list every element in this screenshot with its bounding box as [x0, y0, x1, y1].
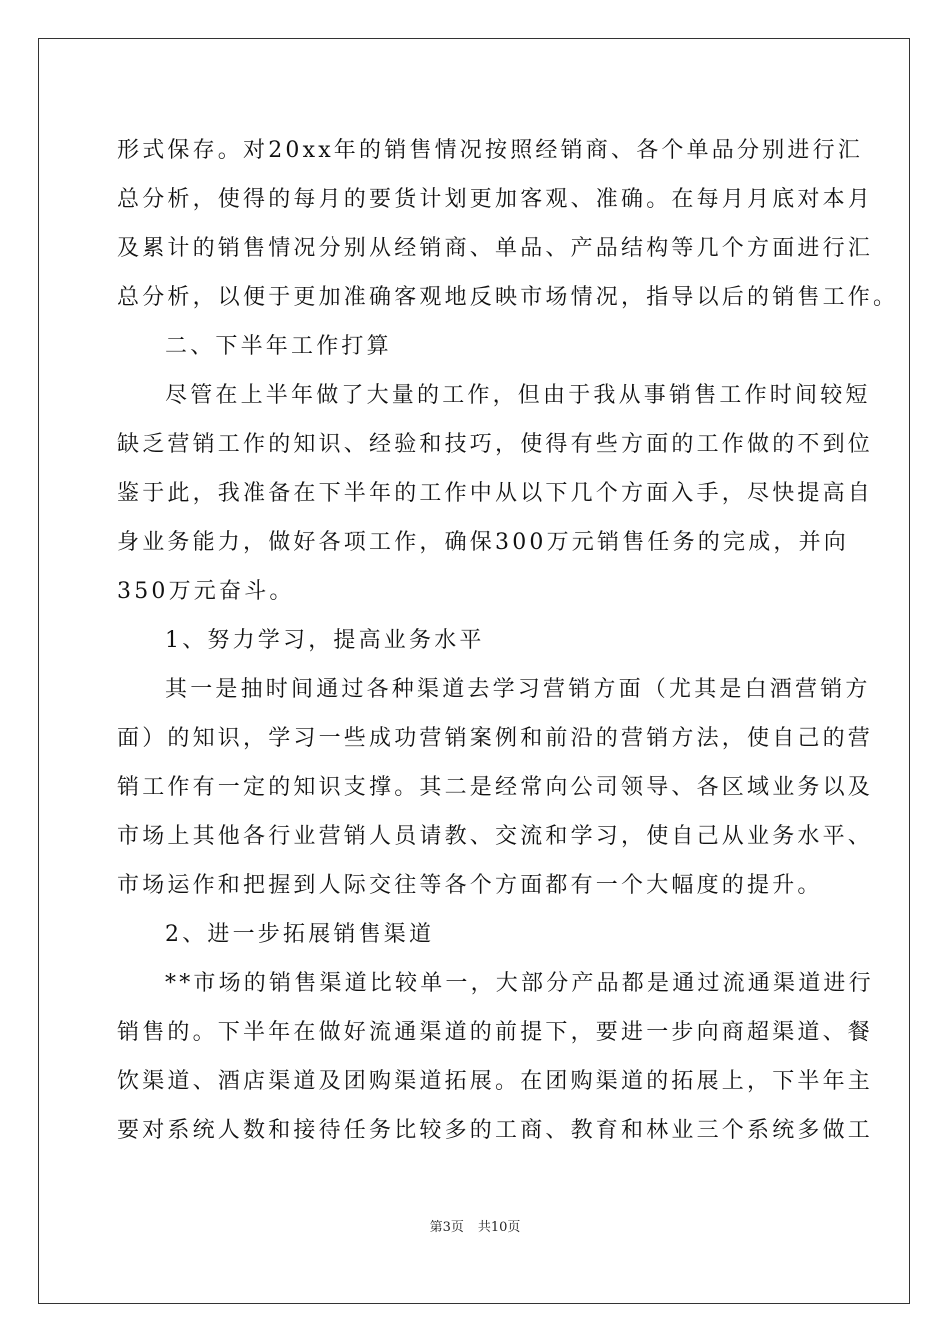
text-line: 销工作有一定的知识支撑。其二是经常向公司领导、各区域业务以及: [117, 775, 874, 800]
text-line: 市场运作和把握到人际交往等各个方面都有一个大幅度的提升。: [117, 873, 823, 898]
page-number-current: 第3页: [429, 1220, 464, 1235]
text-line: 鉴于此，我准备在下半年的工作中从以下几个方面入手，尽快提高自: [117, 481, 874, 506]
text-line: 形式保存。对20xx年的销售情况按照经销商、各个单品分别进行汇: [117, 138, 864, 163]
subsection-heading: 1、努力学习，提高业务水平: [165, 628, 485, 653]
text-line: 350万元奋斗。: [117, 579, 295, 604]
text-line: 市场上其他各行业营销人员请教、交流和学习，使自己从业务水平、: [117, 824, 874, 849]
text-line: 要对系统人数和接待任务比较多的工商、教育和林业三个系统多做工: [117, 1118, 874, 1143]
page-footer: [0, 1216, 950, 1235]
subsection-heading: 2、进一步拓展销售渠道: [165, 922, 435, 947]
text-line: 饮渠道、酒店渠道及团购渠道拓展。在团购渠道的拓展上，下半年主: [117, 1069, 874, 1094]
paragraph-start-line: 尽管在上半年做了大量的工作，但由于我从事销售工作时间较短: [165, 383, 871, 408]
page-number-total: 共10页: [477, 1220, 521, 1235]
text-line: 及累计的销售情况分别从经销商、单品、产品结构等几个方面进行汇: [117, 236, 874, 261]
section-heading: 二、下半年工作打算: [165, 334, 392, 359]
text-line: 总分析，以便于更加准确客观地反映市场情况，指导以后的销售工作。: [117, 285, 899, 310]
text-line: 面）的知识，学习一些成功营销案例和前沿的营销方法，使自己的营: [117, 726, 874, 751]
paragraph-start-line: 其一是抽时间通过各种渠道去学习营销方面（尤其是白酒营销方: [165, 677, 871, 702]
text-line: 身业务能力，做好各项工作，确保300万元销售任务的完成，并向: [117, 530, 849, 555]
text-line: 总分析，使得的每月的要货计划更加客观、准确。在每月月底对本月: [117, 187, 874, 212]
text-line: 销售的。下半年在做好流通渠道的前提下，要进一步向商超渠道、餐: [117, 1020, 874, 1045]
paragraph-start-line: **市场的销售渠道比较单一，大部分产品都是通过流通渠道进行: [165, 971, 874, 996]
text-line: 缺乏营销工作的知识、经验和技巧，使得有些方面的工作做的不到位: [117, 432, 874, 457]
document-body: [117, 126, 899, 1155]
